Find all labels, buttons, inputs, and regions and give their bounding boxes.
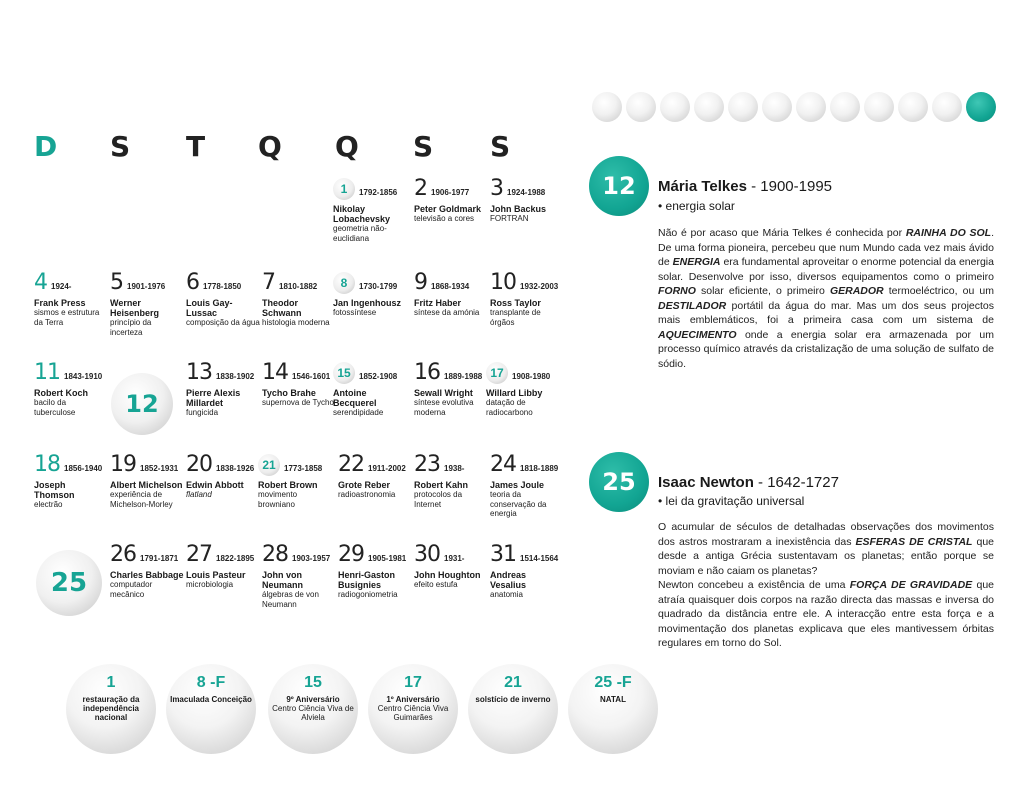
day-years: 1901-1976: [127, 282, 166, 291]
scientist-topic: transplante de órgãos: [490, 308, 541, 327]
holiday-ball: [166, 664, 256, 754]
text-run: que atraía quaisquer dois corpos na razão directa das massas e inversa do quadrado da distância entre ele. A interacção entre esta força e a movimentação dos planetas explicava que eles mantivessem órbitas regulares em torno do Sol.: [658, 579, 995, 649]
day-number: 7: [262, 270, 275, 295]
scientist-name: Sewall Wright: [414, 388, 473, 398]
holiday-ball: [268, 664, 358, 754]
scientist-name: Albert Michelson: [110, 480, 183, 490]
day-number: 31: [490, 542, 516, 567]
text-run: Newton concebeu a existência de uma: [658, 579, 850, 591]
day-cell: [110, 454, 184, 509]
holiday-title: 1º Aniversário: [386, 695, 440, 704]
day-years: 1938-: [444, 464, 465, 473]
scientist-name: John Houghton: [414, 570, 481, 580]
day-number: 21: [258, 454, 280, 476]
month-dot: [830, 92, 860, 122]
scientist-topic: bacilo da tuberculose: [34, 398, 76, 417]
day-cell: [186, 544, 260, 590]
day-years: 1843-1910: [64, 372, 103, 381]
holiday-date: 8 -F: [196, 674, 226, 691]
holiday-title: Imaculada Conceição: [170, 695, 252, 704]
month-dot: [694, 92, 724, 122]
holiday-ball: [468, 664, 558, 754]
month-dot: [728, 92, 758, 122]
holiday-date: 15: [304, 674, 322, 691]
day-number: 26: [110, 542, 136, 567]
day-years: 1856-1940: [64, 464, 103, 473]
day-years: 1911-2002: [368, 464, 406, 473]
scientist-topic: fotossíntese: [333, 308, 377, 317]
scientist-name: Willard Libby: [486, 388, 543, 398]
day-number: 19: [110, 452, 136, 477]
scientist-topic: serendipidade: [333, 408, 384, 417]
scientist-name: Pierre Alexis Millardet: [186, 388, 241, 408]
day-number: 3: [490, 176, 503, 201]
day-years: 1810-1882: [279, 282, 318, 291]
day-cell: [338, 454, 412, 500]
day-cell: [258, 454, 332, 509]
month-dot: [898, 92, 928, 122]
scientist-name: Louis Gay-Lussac: [186, 298, 233, 318]
holiday-title: restauração da independência nacional: [82, 695, 140, 722]
feature-years: - 1900-1995: [746, 178, 833, 195]
day-number: 24: [490, 452, 516, 477]
holiday-ball: [368, 664, 458, 754]
day-cell: [186, 362, 260, 418]
keyword: FORÇA DE GRAVIDADE: [849, 579, 973, 591]
day-number: 10: [490, 270, 516, 295]
day-cell: [34, 272, 108, 327]
day-years: 1903-1957: [292, 554, 331, 563]
day-cell: [414, 454, 488, 509]
feature-day-badge: 12: [589, 156, 649, 216]
scientist-topic: electrão: [34, 500, 63, 509]
scientist-topic: datação de radiocarbono: [486, 398, 533, 417]
scientist-name: Jan Ingenhousz: [333, 298, 402, 308]
day-years: 1906-1977: [431, 188, 470, 197]
scientist-name: Tycho Brahe: [262, 388, 316, 398]
scientist-name: James Joule: [490, 480, 545, 490]
holiday-title: solstício de inverno: [475, 695, 551, 704]
day-cell: [414, 544, 488, 590]
text-run: termoeléctrico, ou um: [883, 285, 995, 297]
day-cell: [490, 544, 564, 600]
scientist-name: Robert Brown: [258, 480, 318, 490]
day-number: 2: [414, 176, 427, 201]
day-cell: [262, 544, 336, 609]
day-years: 1778-1850: [203, 282, 242, 291]
day-years: 1818-1889: [520, 464, 559, 473]
weekday-tuesday: T: [186, 130, 206, 163]
text-run: que desde a antiga Grécia sustentavam os planetas; então porque se moviam e não caiam os planetas?: [658, 535, 994, 577]
holiday-title: 9º Aniversário: [286, 695, 340, 704]
scientist-topic: efeito estufa: [414, 580, 458, 589]
scientist-topic: anatomia: [490, 590, 523, 599]
feature-name: Isaac Newton: [658, 474, 754, 491]
day-number: 16: [414, 360, 440, 385]
day-cell: [34, 454, 108, 510]
scientist-name: Frank Press: [34, 298, 86, 308]
scientist-name: Peter Goldmark: [414, 204, 482, 214]
text-run: Não é por acaso que Mária Telkes é conhecida por: [658, 227, 906, 239]
scientist-name: Robert Koch: [34, 388, 88, 398]
month-dot: [660, 92, 690, 122]
holiday-date: 25 -F: [594, 674, 632, 691]
day-years: 1838-1902: [216, 372, 255, 381]
day-cell: [262, 362, 336, 408]
feature-name: Mária Telkes: [658, 178, 747, 195]
scientist-topic: histologia moderna: [262, 318, 330, 327]
day-cell: [110, 544, 184, 599]
scientist-topic: televisão a cores: [414, 214, 475, 223]
text-run: O acumular de séculos de detalhadas observações dos movimentos dos astros mostraram a inexistência das: [658, 521, 994, 548]
day-number: 29: [338, 542, 364, 567]
keyword: ENERGIA: [672, 256, 721, 268]
holiday-date: 21: [504, 674, 522, 691]
day-cell: [338, 544, 412, 600]
scientist-name: Robert Kahn: [414, 480, 468, 490]
scientist-topic: teoria da conservação da energia: [490, 490, 547, 518]
day-years: 1773-1858: [284, 464, 323, 473]
day-number: 14: [262, 360, 288, 385]
day-years: 1905-1981: [368, 554, 407, 563]
feature-topic: • lei da gravitação universal: [658, 494, 805, 508]
scientist-name: Nikolay Lobachevsky: [333, 204, 391, 224]
text-run: solar eficiente, o primeiro: [695, 285, 830, 297]
scientist-topic: radiogoniometria: [338, 590, 398, 599]
text-run: era fundamental aproveitar o enorme potencial da energia solar. Desenvolve por isso, diversos equipamentos como o primeiro: [658, 256, 994, 283]
keyword: FORNO: [658, 285, 696, 297]
day-years: 1791-1871: [140, 554, 179, 563]
day-cell: [490, 178, 564, 224]
scientist-topic: princípio da incerteza: [110, 318, 152, 337]
day-years: 1852-1931: [140, 464, 179, 473]
feature-text: [658, 226, 994, 371]
scientist-topic: experiência de Michelson-Morley: [110, 490, 173, 509]
day-years: 1908-1980: [512, 372, 551, 381]
day-cell: [490, 272, 564, 327]
scientist-topic: composição da água: [186, 318, 260, 327]
day-years: 1838-1926: [216, 464, 255, 473]
day-number: 27: [186, 542, 212, 567]
scientist-topic: síntese evolutiva moderna: [414, 398, 474, 417]
month-dot: [932, 92, 962, 122]
scientist-name: Charles Babbage: [110, 570, 184, 580]
day-years: 1889-1988: [444, 372, 483, 381]
day-years: 1868-1934: [431, 282, 470, 291]
day-cell: [333, 272, 407, 318]
scientist-topic: radioastronomia: [338, 490, 396, 499]
day-cell: [110, 272, 184, 337]
day-number: 22: [338, 452, 364, 477]
day-years: 1931-: [444, 554, 465, 563]
day-cell: [333, 362, 407, 418]
weekday-friday: S: [413, 130, 434, 163]
scientist-name: John von Neumann: [262, 570, 304, 590]
weekday-sunday: D: [34, 130, 58, 163]
scientist-name: Andreas Vesalius: [490, 570, 527, 590]
day-years: 1924-1988: [507, 188, 546, 197]
holiday-title: NATAL: [600, 695, 626, 704]
feature-title: [658, 474, 839, 491]
scientist-name: Joseph Thomson: [34, 480, 75, 500]
scientist-topic: protocolos da Internet: [414, 490, 463, 509]
holiday-subtitle: Centro Ciência Viva Guimarães: [377, 704, 449, 722]
scientist-topic: FORTRAN: [490, 214, 529, 223]
scientist-topic: supernova de Tycho: [262, 398, 334, 407]
day-cell: [186, 272, 260, 328]
scientist-topic: fungicida: [186, 408, 219, 417]
keyword: AQUECIMENTO: [658, 328, 737, 341]
scientist-name: Grote Reber: [338, 480, 391, 490]
day-years: 1822-1895: [216, 554, 255, 563]
keyword: ESFERAS DE CRISTAL: [855, 535, 973, 548]
day-number: 11: [34, 360, 60, 385]
day-cell: [186, 454, 260, 500]
scientist-name: John Backus: [490, 204, 547, 214]
day-number: 30: [414, 542, 440, 567]
weekday-saturday: S: [490, 130, 511, 163]
scientist-name: Antoine Becquerel: [333, 388, 377, 408]
scientist-topic: síntese da amónia: [414, 308, 480, 317]
day-number: 23: [414, 452, 440, 477]
scientist-name: Louis Pasteur: [186, 570, 246, 580]
day-number: 8: [333, 272, 355, 294]
day-number: 13: [186, 360, 212, 385]
keyword: DESTILADOR: [658, 299, 727, 312]
day-cell: [333, 178, 407, 243]
keyword: RAINHA DO SOL: [905, 227, 992, 239]
day-years: 1546-1601: [292, 372, 331, 381]
day-cell: [262, 272, 336, 328]
day-years: 1730-1799: [359, 282, 398, 291]
day-number: 18: [34, 452, 60, 477]
text-run: . De uma forma pioneira, percebeu que num Mundo cada vez mais ávido de: [658, 227, 994, 268]
day-cell: [34, 362, 108, 417]
day-number: 9: [414, 270, 427, 295]
day-number: 28: [262, 542, 288, 567]
day-number: 15: [333, 362, 355, 384]
month-dot-current: [966, 92, 996, 122]
day-12-highlight: 12: [111, 373, 173, 435]
text-run: portátil da água do mar. Mas um dos seus projectos mais emblemáticos, foi a primeira casa com um sistema de: [658, 299, 994, 326]
scientist-topic: álgebras de von Neumann: [262, 590, 319, 609]
weekday-monday: S: [110, 130, 131, 163]
holiday-date: 1: [106, 674, 116, 691]
feature-title: [658, 178, 832, 195]
holiday-ball: [66, 664, 156, 754]
scientist-topic: computador mecânico: [110, 580, 153, 599]
day-years: 1792-1856: [359, 188, 398, 197]
scientist-topic: microbiologia: [186, 580, 234, 589]
month-dot: [626, 92, 656, 122]
month-dot: [592, 92, 622, 122]
day-years: 1924-: [51, 282, 72, 291]
month-dot: [762, 92, 792, 122]
scientist-name: Henri-Gaston Busignies: [338, 570, 396, 590]
scientist-name: Theodor Schwann: [262, 298, 302, 318]
day-number: 20: [186, 452, 212, 477]
holiday-ball: [568, 664, 658, 754]
scientist-topic: geometria não-euclidiana: [333, 224, 387, 243]
month-dot: [796, 92, 826, 122]
feature-years: - 1642-1727: [753, 474, 839, 491]
month-dot: [864, 92, 894, 122]
scientist-name: Werner Heisenberg: [110, 298, 160, 318]
keyword: GERADOR: [829, 285, 884, 297]
scientist-name: Ross Taylor: [490, 298, 541, 308]
holiday-subtitle: Centro Ciência Viva de Alviela: [272, 704, 354, 722]
day-25-highlight: 25: [36, 550, 102, 616]
day-years: 1932-2003: [520, 282, 559, 291]
scientist-topic: movimento browniano: [258, 490, 298, 509]
scientist-name: Fritz Haber: [414, 298, 462, 308]
day-cell: [414, 272, 488, 318]
day-cell: [414, 362, 488, 417]
day-number: 6: [186, 270, 199, 295]
day-number: 17: [486, 362, 508, 384]
scientist-name: Edwin Abbott: [186, 480, 244, 490]
feature-topic: • energia solar: [658, 199, 735, 213]
day-number: 4: [34, 270, 47, 295]
day-cell: [486, 362, 560, 417]
day-cell: [490, 454, 564, 519]
day-years: 1514-1564: [520, 554, 559, 563]
day-cell: [414, 178, 488, 224]
scientist-topic: sismos e estrutura da Terra: [34, 308, 100, 327]
weekday-wednesday: Q: [258, 130, 282, 163]
day-number: 5: [110, 270, 123, 295]
day-number: 1: [333, 178, 355, 200]
text-run: onde a energia solar era armazenada por um processo químico através da cristalização de uma solução de sulfato de sódio.: [658, 328, 994, 370]
holiday-date: 17: [404, 674, 422, 691]
feature-text: [658, 520, 994, 651]
day-years: 1852-1908: [359, 372, 398, 381]
scientist-topic: flatland: [186, 490, 212, 499]
weekday-thursday: Q: [335, 130, 359, 163]
feature-day-badge: 25: [589, 452, 649, 512]
